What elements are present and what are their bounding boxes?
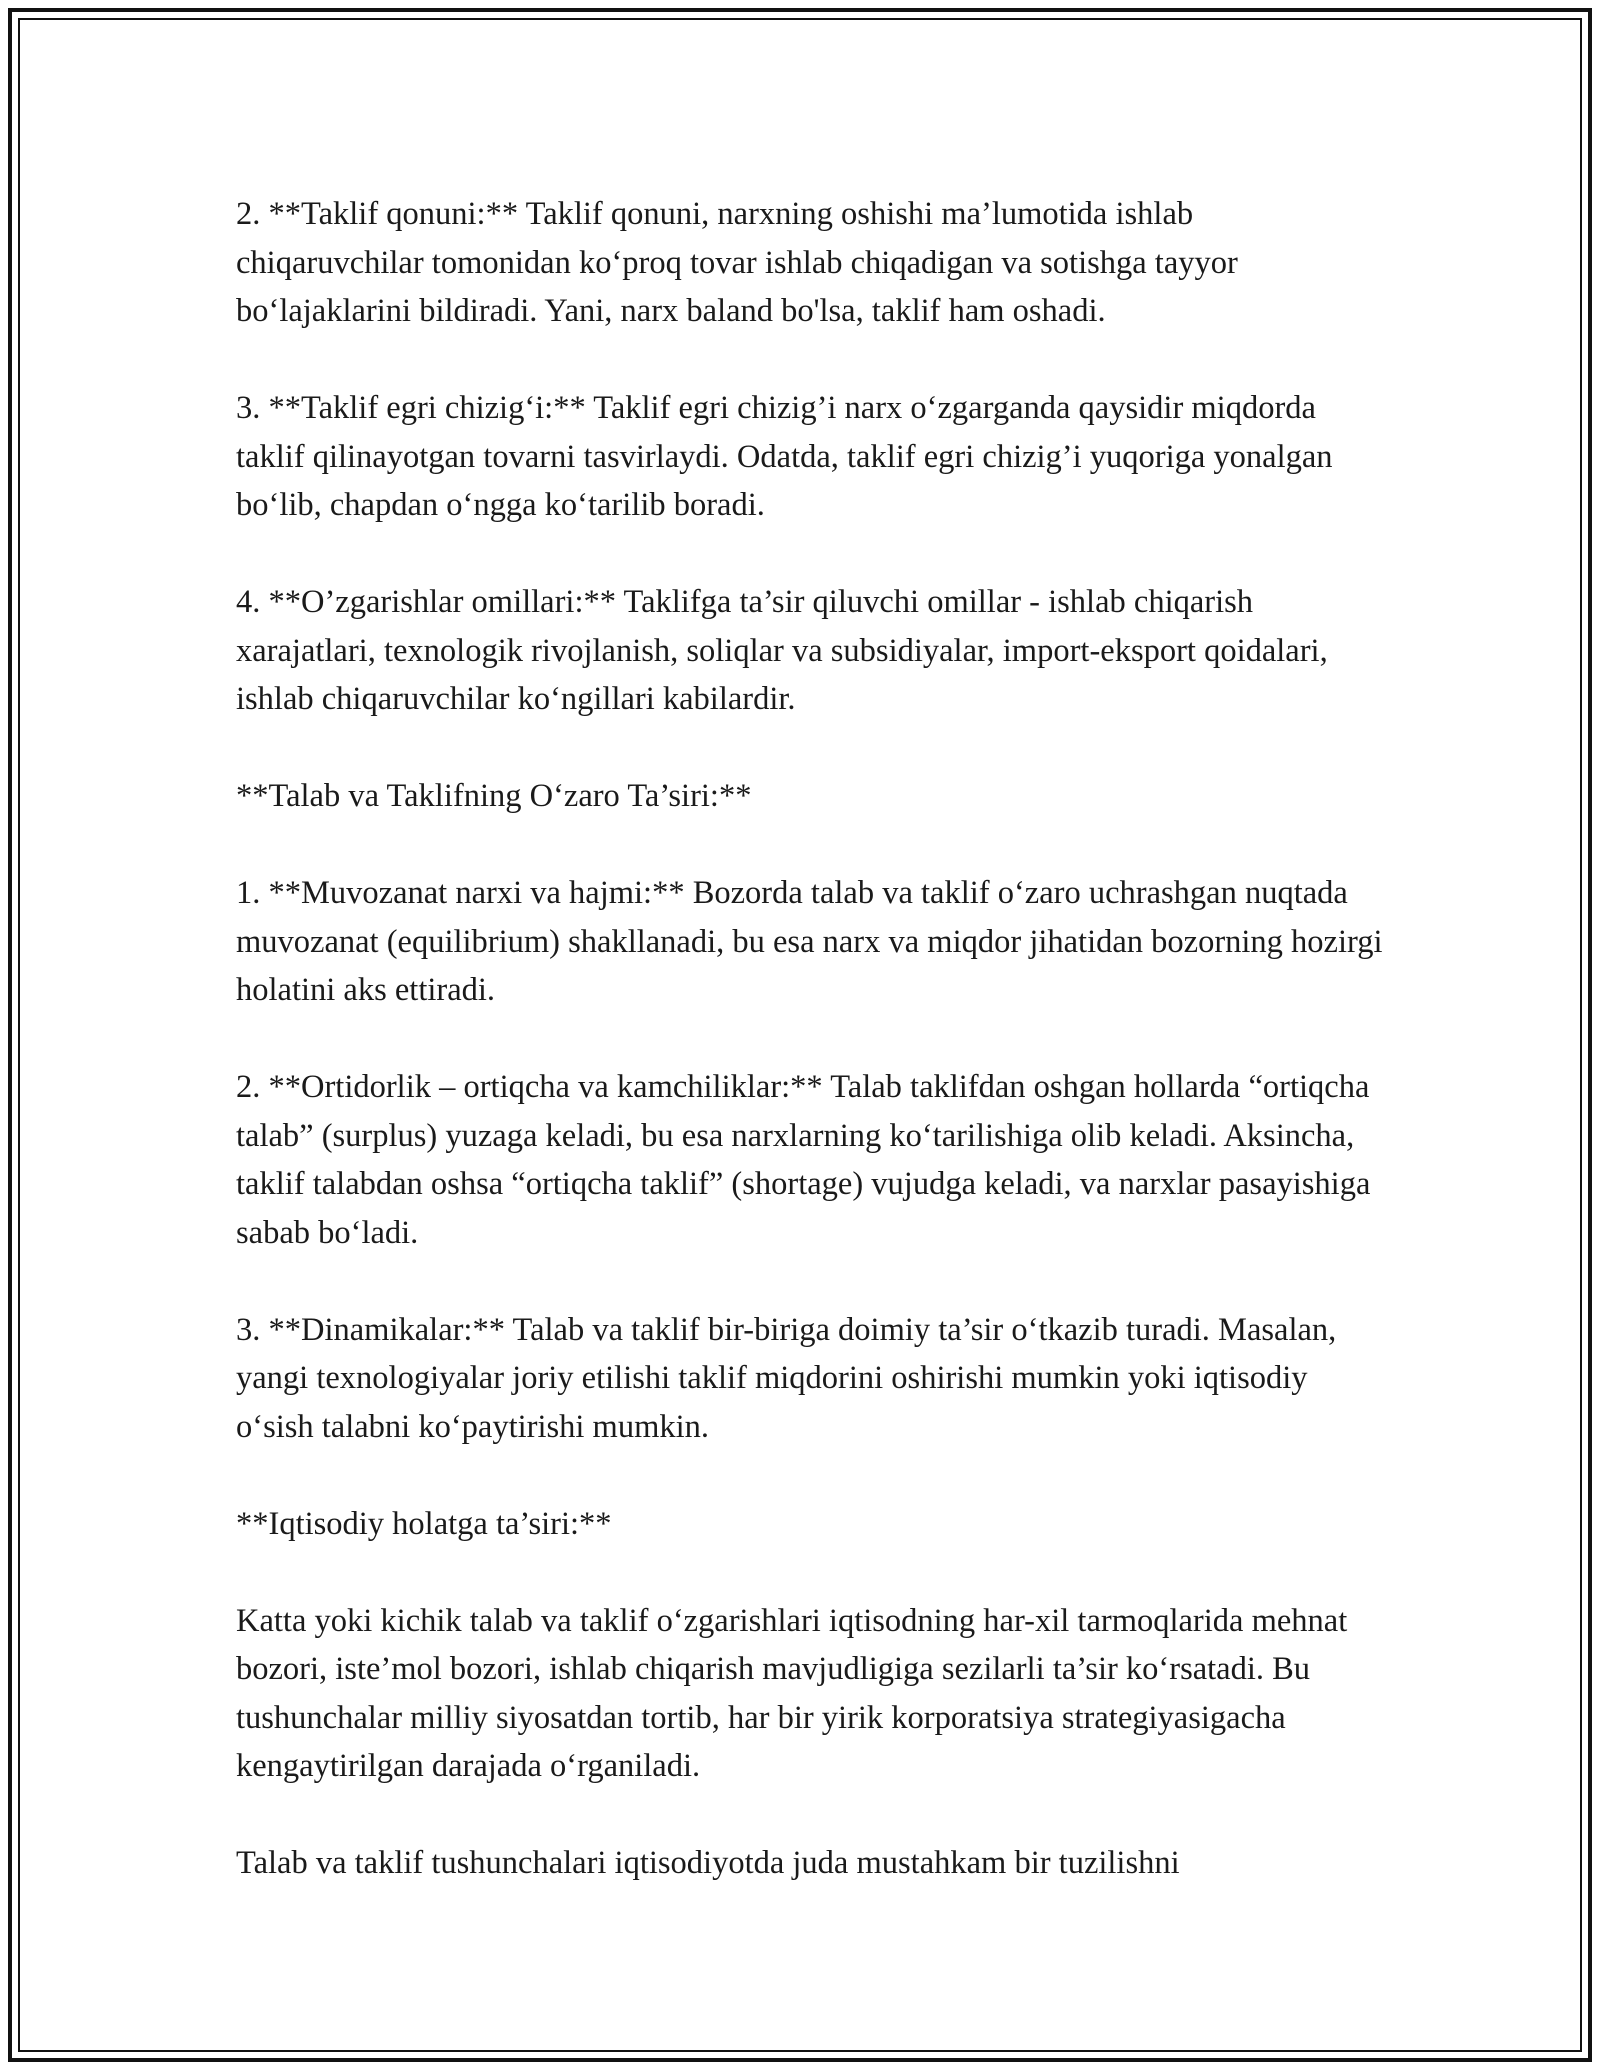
paragraph-taklif-egri-chizigi: 3. **Taklif egri chizig‘i:** Taklif egri chizig’i narx o‘zgarganda qaysidir miqdorda taklif qilinayotgan tovarni tasvirlaydi. Odatda, taklif egri chizig’i yuqoriga yonalgan bo‘lib, chapdan o‘ngga ko‘tarilib boradi. [236,390,1333,523]
paragraph-katta-yoki-kichik: Katta yoki kichik talab va taklif o‘zgarishlari iqtisodning har-xil tarmoqlarida mehnat bozori, iste’mol bozori, ishlab chiqarish mavjudligiga sezilarli ta’sir ko‘rsatadi. Bu tushunchalar milliy siyosatdan tortib, har bir yirik korporatsiya strategiyasigacha kengaytirilgan darajada o‘rganiladi. [236,1602,1348,1784]
paragraph-talab-va-taklif-tushunchalari: Talab va taklif tushunchalari iqtisodiyotda juda mustahkam bir tuzilishni [236,1845,1180,1881]
heading-iqtisodiy-holatga-tasiri: **Iqtisodiy holatga ta’siri:** [236,1505,612,1542]
heading-ozaro-tasiri: **Talab va Taklifning O‘zaro Ta’siri:** [236,778,752,814]
paragraph-taklif-qonuni: 2. **Taklif qonuni:** Taklif qonuni, narxning oshishi ma’lumotida ishlab chiqaruvchilar tomonidan ko‘proq tovar ishlab chiqadigan va sotishga tayyor bo‘lajaklarini bildiradi. Yani, narx baland bo'lsa, taklif ham oshadi. [236,196,1238,329]
document-body [236,190,1386,1936]
paragraph-ortidorlik: 2. **Ortidorlik – ortiqcha va kamchiliklar:** Talab taklifdan oshgan hollarda “ortiqcha talab” (surplus) yuzaga keladi, bu esa narxlarning ko‘tarilishiga olib keladi. Aksincha, taklif talabdan oshsa “ortiqcha taklif” (shortage) vujudga keladi, va narxlar pasayishiga sabab bo‘ladi. [236,1069,1371,1251]
paragraph-ozgarishlar-omillari: 4. **O’zgarishlar omillari:** Taklifga ta’sir qiluvchi omillar - ishlab chiqarish xarajatlari, texnologik rivojlanish, soliqlar va subsidiyalar, import-eksport qoidalari, ishlab chiqaruvchilar ko‘ngillari kabilardir. [236,584,1328,717]
paragraph-muvozanat-narxi: 1. **Muvozanat narxi va hajmi:** Bozorda talab va taklif o‘zaro uchrashgan nuqtada muvozanat (equilibrium) shakllanadi, bu esa narx va miqdor jihatidan bozorning hozirgi holatini aks ettiradi. [236,875,1383,1008]
paragraph-dinamikalar: 3. **Dinamikalar:** Talab va taklif bir-biriga doimiy ta’sir o‘tkazib turadi. Masalan, yangi texnologiyalar joriy etilishi taklif miqdorini oshirishi mumkin yoki iqtisodiy o‘sish talabni ko‘paytirishi mumkin. [236,1311,1337,1445]
